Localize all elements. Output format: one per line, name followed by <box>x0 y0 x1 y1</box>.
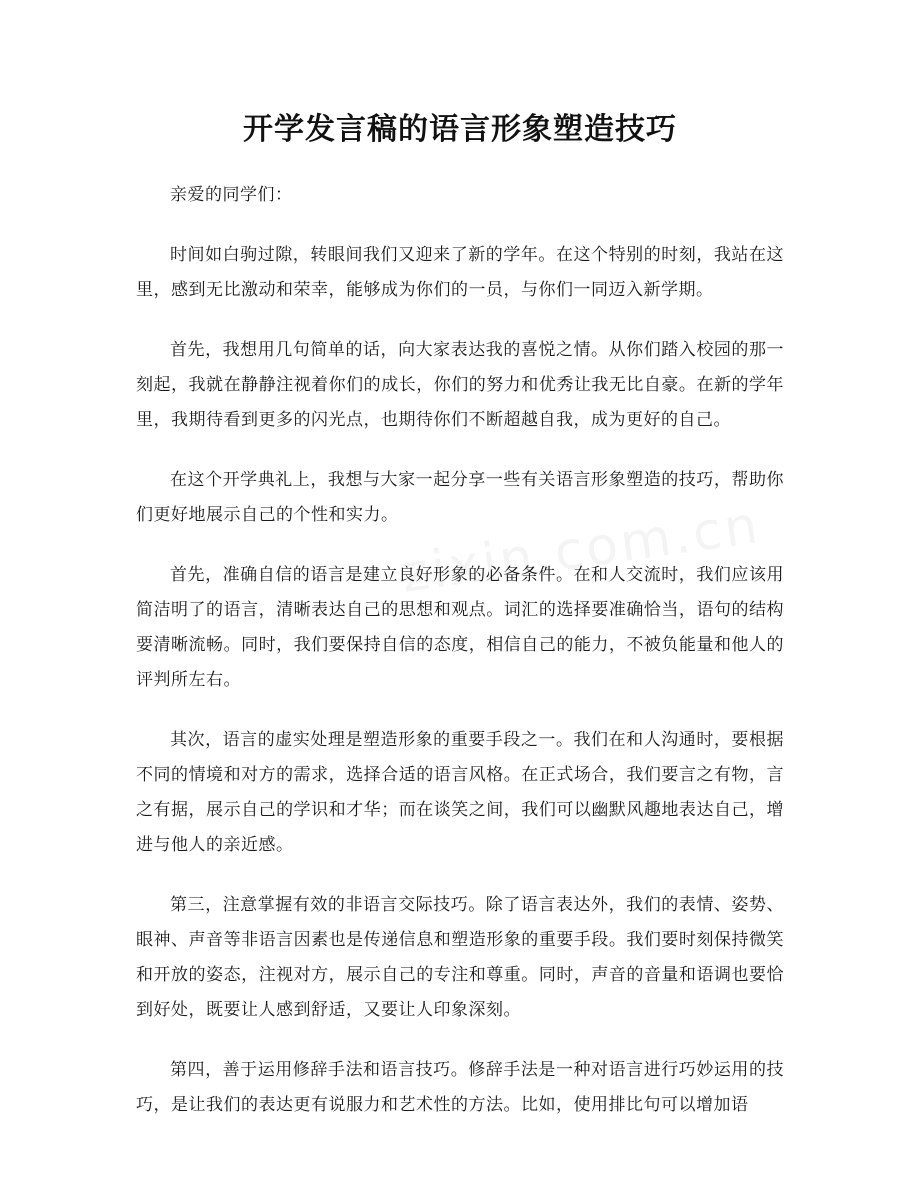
body-paragraph: 第四，善于运用修辞手法和语言技巧。修辞手法是一种对语言进行巧妙运用的技巧，是让我们的表达更有说服力和艺术性的方法。比如，使用排比句可以增加语 <box>136 1060 784 1115</box>
body-paragraph: 首先，准确自信的语言是建立良好形象的必备条件。在和人交流时，我们应该用简洁明了的语言，清晰表达自己的思想和观点。词汇的选择要准确恰当，语句的结构要清晰流畅。同时，我们要保持自信的态度，相信自己的能力，不被负能量和他人的评判所左右。 <box>136 565 784 690</box>
greeting-paragraph: 亲爱的同学们： <box>170 185 293 205</box>
document-body <box>136 178 784 1123</box>
body-paragraph: 第三，注意掌握有效的非语言交际技巧。除了语言表达外，我们的表情、姿势、眼神、声音等非语言因素也是传递信息和塑造形象的重要手段。我们要时刻保持微笑和开放的姿态，注视对方，展示自己的专注和尊重。同时，声音的音量和语调也要恰到好处，既要让人感到舒适，又要让人印象深刻。 <box>136 895 784 1020</box>
body-paragraph: 首先，我想用几句简单的话，向大家表达我的喜悦之情。从你们踏入校园的那一刻起，我就在静静注视着你们的成长，你们的努力和优秀让我无比自豪。在新的学年里，我期待看到更多的闪光点，也期待你们不断超越自我，成为更好的自己。 <box>136 340 784 430</box>
body-paragraph: 在这个开学典礼上，我想与大家一起分享一些有关语言形象塑造的技巧，帮助你们更好地展示自己的个性和实力。 <box>136 470 784 525</box>
body-paragraph: 时间如白驹过隙，转眼间我们又迎来了新的学年。在这个特别的时刻，我站在这里，感到无比激动和荣幸，能够成为你们的一员，与你们一同迈入新学期。 <box>136 245 784 300</box>
document-title: 开学发言稿的语言形象塑造技巧 <box>243 112 677 147</box>
body-paragraph: 其次，语言的虚实处理是塑造形象的重要手段之一。我们在和人沟通时，要根据不同的情境和对方的需求，选择合适的语言风格。在正式场合，我们要言之有物，言之有据，展示自己的学识和才华；而在谈笑之间，我们可以幽默风趣地表达自己，增进与他人的亲近感。 <box>136 730 784 855</box>
